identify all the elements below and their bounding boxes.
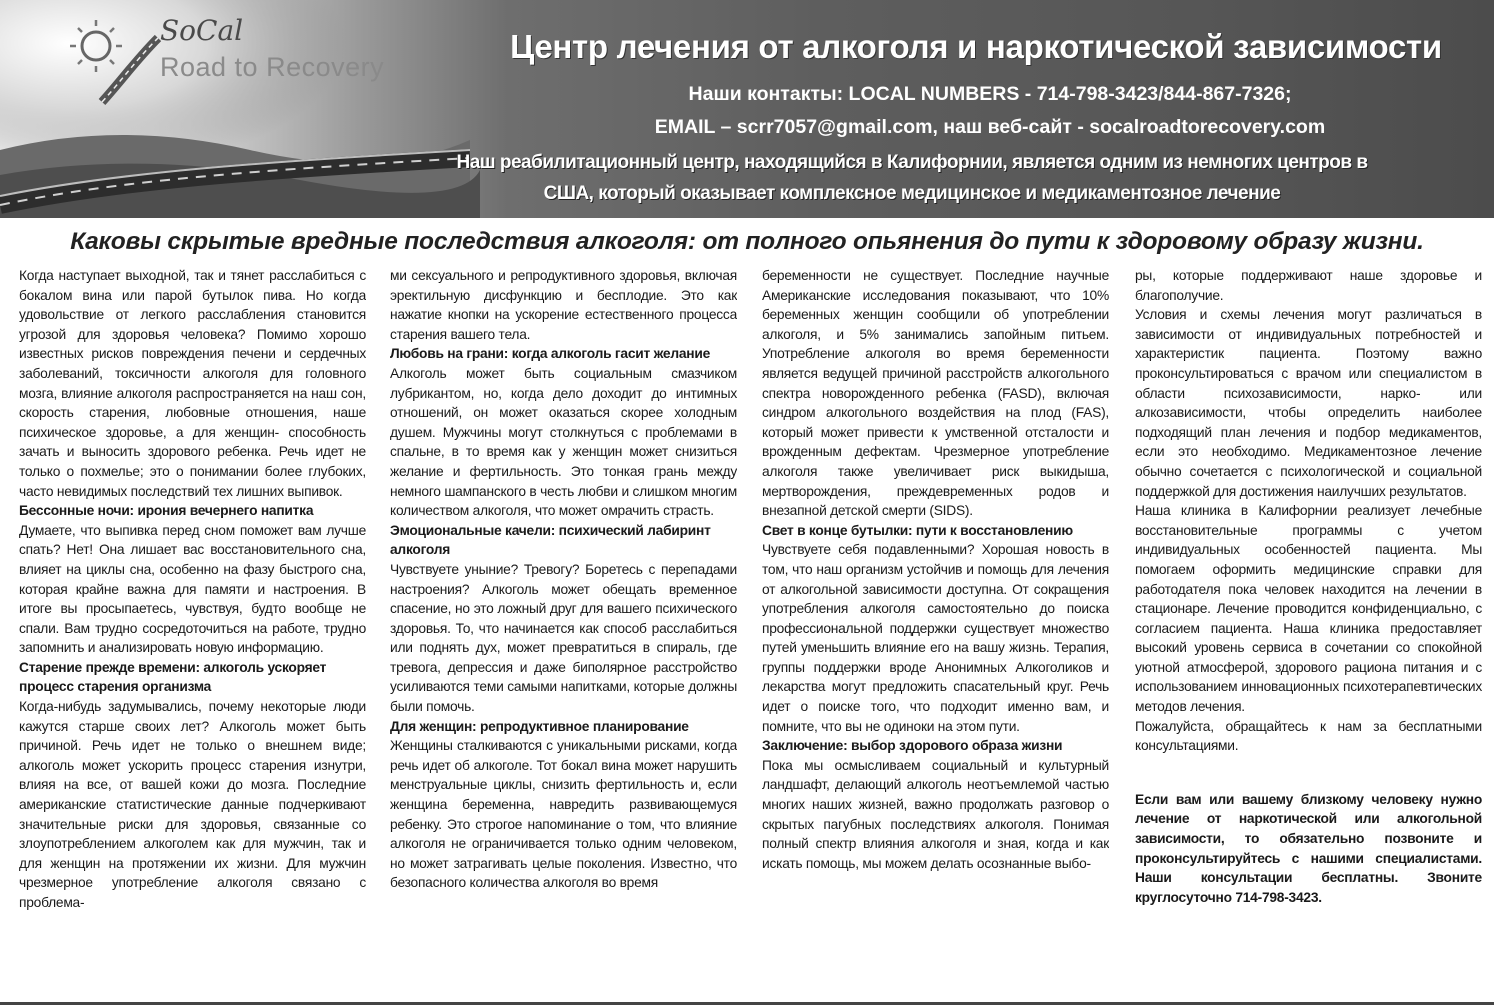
article-column-4: [1135, 266, 1482, 1001]
contacts-phones: Наши контакты: LOCAL NUMBERS - 714-798-3423/844-867-7326;: [688, 83, 1292, 105]
contacts-email-website: EMAIL – scrr7057@gmail.com, наш веб-сайт - socalroadtorecovery.com: [654, 116, 1326, 138]
section-heading: Бессонные ночи: ирония вечернего напитка: [19, 503, 314, 519]
section-heading: Заключение: выбор здорового образа жизни: [762, 738, 1063, 754]
logo-road-text: Road to Recovery: [160, 52, 385, 82]
paragraph: Когда наступает выходной, так и тянет расслабиться с бокалом вина или парой бутылок пива. Но когда удовольствие от легкого расслабления становится угрозой для здоровья человека? Помимо хорошо известных рисков повреждения печени и сердечных заболеваний, токсичности алкоголя для головного мозга, влияние алкоголя распространяется на наш сон, скорость старения, любовные отношения, наше психическое здоровье, а для женщин- способность зачать и выносить здорового ребенка. Речь идет не только о похмелье; это о понимании более глубоких, часто невидимых последствий тех лишних выпивок.: [19, 268, 366, 499]
paragraph: Наша клиника в Калифорнии реализует лечебные восстановительные программы с учетом индивидуальных особенностей пациента. Мы помогаем оформить медицинские справки для работодателя пока человек находится на лечении в стационаре. Лечение проводится конфиденциально, с согласием пациента. Наша клиника предоставляет высокий уровень сервиса в сочетании со спокойной уютной атмосферой, здорового рациона питания и с использованием инновационных психотерапевтических методов лечения.: [1135, 503, 1482, 715]
logo-socal-text: SoCal: [160, 14, 244, 47]
logo: [62, 10, 422, 110]
paragraph: ры, которые поддерживают наше здоровье и благополучие.: [1135, 268, 1482, 303]
contacts: [640, 78, 1340, 144]
paragraph: Пожалуйста, обращайтесь к нам за бесплатными консультациями.: [1135, 718, 1482, 754]
paragraph: Чувствуете уныние? Тревогу? Боретесь с перепадами настроения? Алкоголь может обещать временное спасение, но это ложный друг для вашего психического здоровья. То, что начинается как способ расслабиться или поднять дух, может превратиться в спираль, где тревога, депрессия и даже биполярное расстройство усиливаются теми самыми напитками, которые должны были помочь.: [390, 561, 737, 715]
paragraph: Чувствуете себя подавленными? Хорошая новость в том, что наш организм устойчив и помощь для лечения от алкогольной зависимости доступна. От сокращения употребления алкоголя самостоятельно до поиска профессиональной поддержки существует множество путей уменьшить влияние его на вашу жизнь. Терапия, группы поддержки вроде Анонимных Алкоголиков и лекарства могут предложить спасательный круг. Речь идет о поиске того, что подходит именно вам, и помните, что вы не одиноки на этом пути.: [762, 542, 1109, 734]
section-heading: Для женщин: репродуктивное планирование: [390, 718, 689, 734]
paragraph: Женщины сталкиваются с уникальными рисками, когда речь идет об алкоголе. Тот бокал вина может нарушить менструальные циклы, снизить фертильность и, если женщина беременна, навредить развивающемуся ребенку. Это строгое напоминание о том, что влияние алкоголя не ограничивается только одним человеком, но может затрагивать целые поколения. Известно, что безопасного количества алкоголя во время: [390, 738, 737, 891]
section-heading: Любовь на грани: когда алкоголь гасит желание: [390, 346, 711, 362]
paragraph: Пока мы осмысливаем социальный и культурный ландшафт, делающий алкоголь неотъемлемой частью многих наших жизней, важно продолжать разговор о скрытых пагубных последствиях алкоголя. Понимая полный спектр влияния алкоголя и зная, когда и как искать помощь, мы можем делать осознанные выбо-: [762, 757, 1109, 871]
call-to-action: Если вам или вашему близкому человеку нужно лечение от наркотической или алкогольной зависимости, то обязательно позвоните и проконсультируйтесь с нашими специалистами. Наши консультации бесплатны. Звоните круглосуточно 714-798-3423.: [1135, 791, 1482, 905]
article-headline: Каковы скрытые вредные последствия алкоголя: от полного опьянения до пути к здоровому образу жизни.: [70, 228, 1424, 255]
paragraph: Когда-нибудь задумывались, почему некоторые люди кажутся старше своих лет? Алкоголь может быть причиной. Речь идет не только о внешнем виде; алкоголь может ускорить процесс старения изнутри, влияя на все, от вашей кожи до мозга. Последние американские статистические данные подчеркивают значительные риски для здоровья, связанные со злоупотреблением алкоголем как для мужчин, так и для женщин на протяжении их жизни. Для мужчин чрезмерное употребление алкоголя связано с проблема-: [19, 699, 366, 910]
sun-road-logo-icon: [62, 10, 162, 110]
description-line-2: США, который оказывает комплексное медицинское и медикаментозное лечение: [543, 183, 1281, 204]
paragraph: Алкоголь может быть социальным смазчиком лубрикантом, но, когда дело доходит до интимных отношений, он может оказаться скорее холодным душем. Мужчины могут столкнуться с проблемами в спальне, в то время как у женщин может снизиться желание и фертильность. Это тонкая грань между немного шампанского в честь любви и слишком многим количеством алкоголя, что может омрачить страсть.: [390, 365, 737, 519]
article-column-1: [19, 266, 366, 1001]
paragraph: ми сексуального и репродуктивного здоровья, включая эректильную дисфункцию и бесплодие. Это как нажатие кнопки на ускорение естественного процесса старения вашего тела.: [390, 268, 737, 342]
section-heading: Свет в конце бутылки: пути к восстановлению: [762, 522, 1073, 538]
section-heading: Старение прежде времени: алкоголь ускоряет процесс старения организма: [19, 659, 327, 695]
paragraph: Условия и схемы лечения могут различаться в зависимости от индивидуальных потребностей и характеристик пациента. Поэтому важно проконсультироваться с врачом или специалистом в области психозависимости, нарко- или алкозависимости, чтобы определить наиболее подходящий план лечения и подбор медикаментов, если это необходимо. Медикаментозное лечение обычно сочетается с психологической и социальной поддержкой для достижения наилучших результатов.: [1135, 307, 1482, 499]
paragraph: беременности не существует. Последние научные Американские исследования показывают, что 10% беременных женщин сообщили об употреблении алкоголя, и 5% занимались запойным питьем. Употребление алкоголя во время беременности является ведущей причиной расстройств алкогольного спектра новорожденного ребенка (FASD), включая синдром алкогольного воздействия на плод (FAS), который может привести к умственной отсталости и врожденным дефектам. Чрезмерное употребление алкоголя также увеличивает риск выкидыша, мертворождения, преждевременных родов и внезапной детской смерти (SIDS).: [762, 268, 1109, 519]
article-column-3: [762, 266, 1109, 1001]
paragraph: Думаете, что выпивка перед сном поможет вам лучше спать? Нет! Она лишает вас восстановительного сна, влияет на циклы сна, особенно на фазу быстрого сна, которая крайне важна для памяти и настроения. В итоге вы просыпаетесь, чувствуя, будто вообще не спали. Вам трудно сосредоточиться на работе, трудно запомнить и анализировать новую информацию.: [19, 522, 366, 656]
description-line-1: Наш реабилитационный центр, находящийся в Калифорнии, является одним из немногих центров в: [456, 152, 1368, 173]
center-description: [330, 147, 1494, 209]
header-banner: [0, 0, 1494, 218]
center-title: Центр лечения от алкоголя и наркотической зависимости: [510, 28, 1442, 65]
article-column-2: [390, 266, 737, 1001]
section-heading: Эмоциональные качели: психический лабиринт алкоголя: [390, 522, 711, 558]
